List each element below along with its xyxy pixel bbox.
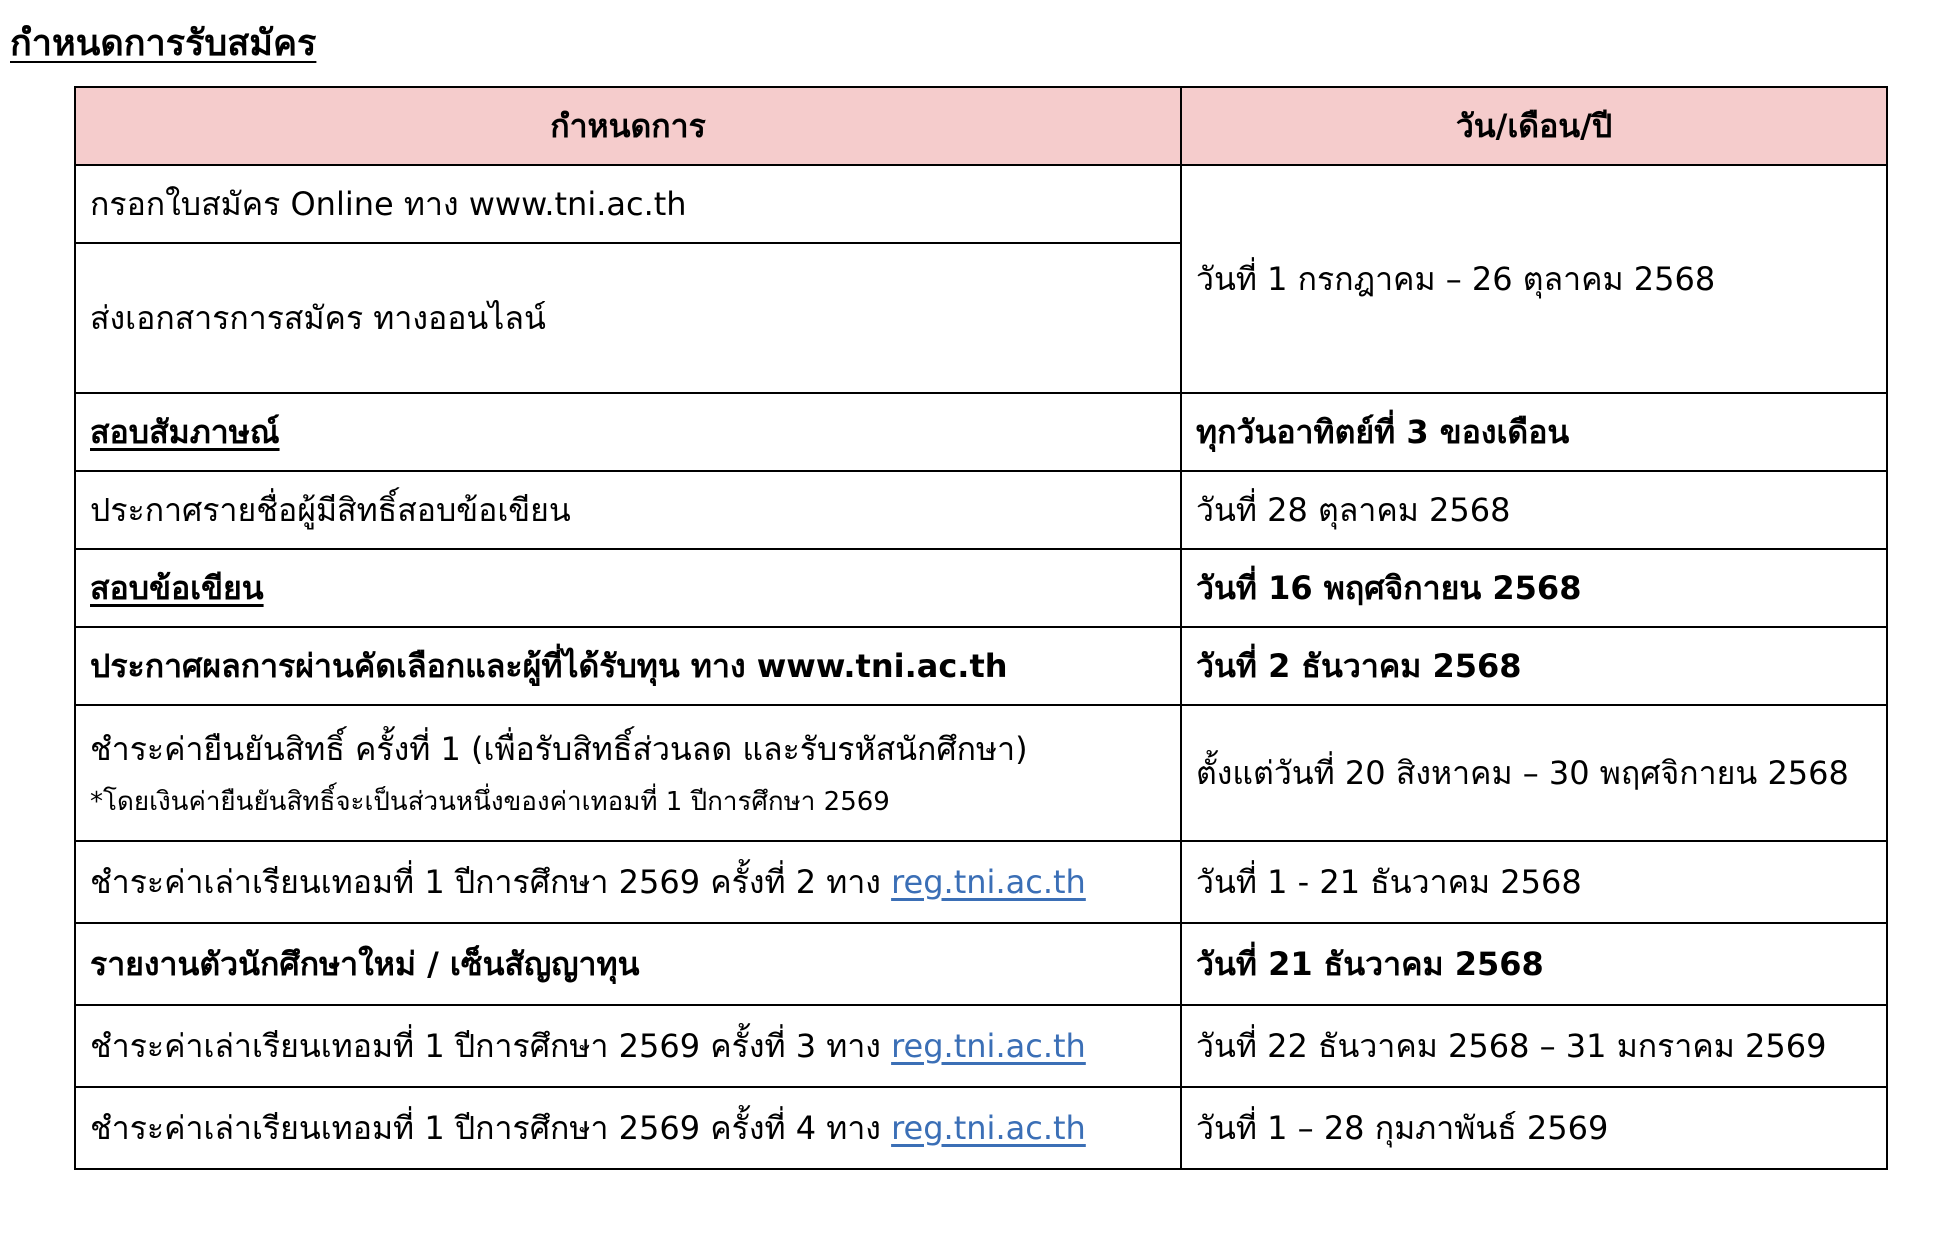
activity-text: สอบสัมภาษณ์ bbox=[90, 412, 280, 451]
reg-link[interactable]: reg.tni.ac.th bbox=[891, 862, 1086, 901]
table-row bbox=[75, 1005, 1887, 1087]
schedule-table bbox=[74, 86, 1888, 1170]
date-text: ทุกวันอาทิตย์ที่ 3 ของเดือน bbox=[1196, 412, 1570, 451]
date-text: วันที่ 21 ธันวาคม 2568 bbox=[1196, 944, 1544, 983]
date-cell bbox=[1181, 841, 1887, 923]
reg-link[interactable]: reg.tni.ac.th bbox=[891, 1026, 1086, 1065]
activity-text: ชำระค่าเล่าเรียนเทอมที่ 1 ปีการศึกษา 2569 ครั้งที่ 2 ทาง bbox=[90, 862, 892, 901]
date-text: วันที่ 1 - 21 ธันวาคม 2568 bbox=[1196, 862, 1582, 901]
date-cell bbox=[1181, 1005, 1887, 1087]
date-text: วันที่ 28 ตุลาคม 2568 bbox=[1196, 490, 1511, 529]
date-cell bbox=[1181, 471, 1887, 549]
table-row bbox=[75, 841, 1887, 923]
activity-note: *โดยเงินค่ายืนยันสิทธิ์จะเป็นส่วนหนึ่งของค่าเทอมที่ 1 ปีการศึกษา 2569 bbox=[90, 787, 890, 817]
activity-text: ประกาศผลการผ่านคัดเลือกและผู้ที่ได้รับทุน ทาง www.tni.ac.th bbox=[90, 646, 1008, 685]
date-text: วันที่ 16 พฤศจิกายน 2568 bbox=[1196, 568, 1582, 607]
date-text: ตั้งแต่วันที่ 20 สิงหาคม – 30 พฤศจิกายน 2568 bbox=[1196, 753, 1849, 792]
date-cell bbox=[1181, 627, 1887, 705]
reg-link[interactable]: reg.tni.ac.th bbox=[891, 1108, 1086, 1147]
table-row bbox=[75, 165, 1887, 243]
table-row bbox=[75, 1087, 1887, 1169]
table-row bbox=[75, 471, 1887, 549]
date-text: วันที่ 1 – 28 กุมภาพันธ์ 2569 bbox=[1196, 1108, 1609, 1147]
table-row bbox=[75, 627, 1887, 705]
activity-text: รายงานตัวนักศึกษาใหม่ / เซ็นสัญญาทุน bbox=[90, 944, 640, 983]
activity-cell bbox=[75, 1087, 1181, 1169]
table-row bbox=[75, 923, 1887, 1005]
activity-text: ชำระค่าเล่าเรียนเทอมที่ 1 ปีการศึกษา 2569 ครั้งที่ 4 ทาง bbox=[90, 1108, 892, 1147]
date-cell bbox=[1181, 393, 1887, 471]
activity-cell bbox=[75, 471, 1181, 549]
date-text: วันที่ 2 ธันวาคม 2568 bbox=[1196, 646, 1522, 685]
header-activity: กำหนดการ bbox=[75, 87, 1181, 165]
activity-cell bbox=[75, 627, 1181, 705]
date-cell bbox=[1181, 705, 1887, 841]
activity-text: ชำระค่าเล่าเรียนเทอมที่ 1 ปีการศึกษา 2569 ครั้งที่ 3 ทาง bbox=[90, 1026, 892, 1065]
activity-text: ประกาศรายชื่อผู้มีสิทธิ์สอบข้อเขียน bbox=[90, 490, 571, 529]
activity-cell bbox=[75, 393, 1181, 471]
table-row bbox=[75, 393, 1887, 471]
activity-cell bbox=[75, 923, 1181, 1005]
activity-cell bbox=[75, 841, 1181, 923]
activity-text: กรอกใบสมัคร Online ทาง www.tni.ac.th bbox=[90, 184, 687, 223]
activity-cell bbox=[75, 549, 1181, 627]
activity-text: สอบข้อเขียน bbox=[90, 568, 264, 607]
activity-cell bbox=[75, 705, 1181, 841]
activity-cell bbox=[75, 1005, 1181, 1087]
page-title: กำหนดการรับสมัคร bbox=[10, 23, 317, 64]
header-date: วัน/เดือน/ปี bbox=[1181, 87, 1887, 165]
table-row bbox=[75, 705, 1887, 841]
activity-cell bbox=[75, 165, 1181, 243]
date-text: วันที่ 1 กรกฎาคม – 26 ตุลาคม 2568 bbox=[1196, 259, 1716, 298]
activity-cell bbox=[75, 243, 1181, 393]
table-header-row bbox=[75, 87, 1887, 165]
date-cell bbox=[1181, 165, 1887, 393]
date-cell bbox=[1181, 549, 1887, 627]
date-text: วันที่ 22 ธันวาคม 2568 – 31 มกราคม 2569 bbox=[1196, 1026, 1827, 1065]
date-cell bbox=[1181, 1087, 1887, 1169]
date-cell bbox=[1181, 923, 1887, 1005]
activity-text: ชำระค่ายืนยันสิทธิ์ ครั้งที่ 1 (เพื่อรับสิทธิ์ส่วนลด และรับรหัสนักศึกษา) bbox=[90, 730, 1028, 768]
table-row bbox=[75, 549, 1887, 627]
activity-text: ส่งเอกสารการสมัคร ทางออนไลน์ bbox=[90, 298, 546, 337]
